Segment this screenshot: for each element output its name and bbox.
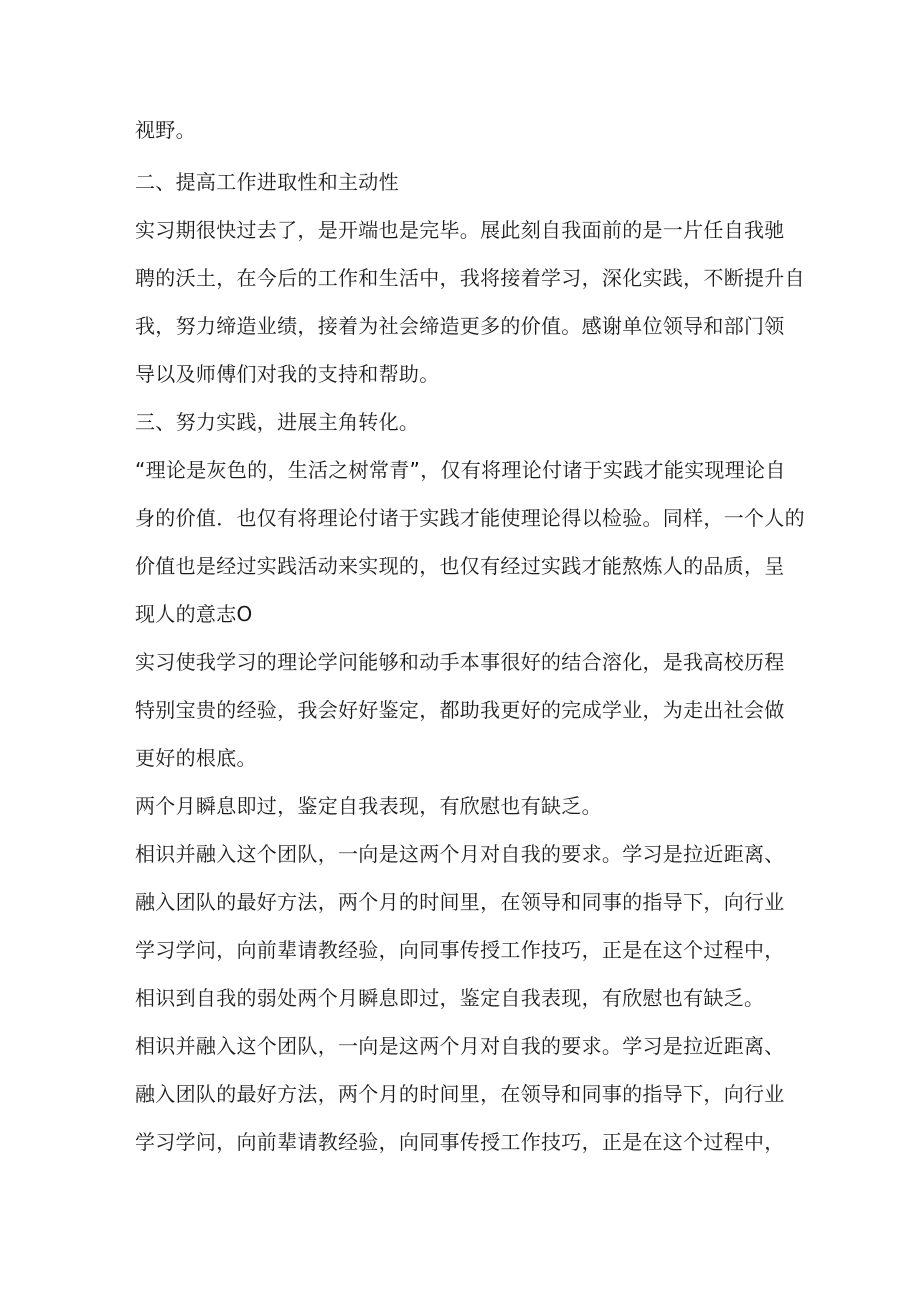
text-line: 特别宝贵的经验，我会好好鉴定，都助我更好的完成学业，为走出社会做 bbox=[135, 698, 785, 722]
text-line: 身的价值．也仅有将理论付诸于实践才能使理论得以检验。同样，一个人的 bbox=[135, 506, 805, 530]
text-line: 学习学问，向前辈请教经验，向同事传授工作技巧，正是在这个过程中， bbox=[135, 1130, 785, 1154]
text-line: 相识并融入这个团队，一向是这两个月对自我的要求。学习是拉近距离、 bbox=[135, 1034, 785, 1058]
text-line: 相识到自我的弱处两个月瞬息即过，鉴定自我表现，有欣慰也有缺乏。 bbox=[135, 986, 765, 1010]
section-heading: 三、努力实践，进展主角转化。 bbox=[135, 410, 420, 434]
text-line: 实习期很快过去了，是开端也是完毕。展此刻自我面前的是一片任自我驰 bbox=[135, 218, 785, 242]
text-line: 视野。 bbox=[135, 118, 196, 142]
text-line: “理论是灰色的，生活之树常青”，仅有将理论付诸于实践才能实现理论自 bbox=[135, 458, 786, 482]
text-line: 现人的意志O bbox=[135, 602, 253, 626]
text-line: 更好的根底。 bbox=[135, 746, 257, 770]
text-line: 两个月瞬息即过，鉴定自我表现，有欣慰也有缺乏。 bbox=[135, 794, 602, 818]
text-line: 学习学问，向前辈请教经验，向同事传授工作技巧，正是在这个过程中， bbox=[135, 938, 785, 962]
text-line: 我，努力缔造业绩，接着为社会缔造更多的价值。感谢单位领导和部门领 bbox=[135, 314, 785, 338]
text-line: 融入团队的最好方法，两个月的时间里，在领导和同事的指导下，向行业 bbox=[135, 890, 785, 914]
text-line: 聘的沃土，在今后的工作和生活中，我将接着学习，深化实践，不断提升自 bbox=[135, 266, 805, 290]
text-line: 相识并融入这个团队，一向是这两个月对自我的要求。学习是拉近距离、 bbox=[135, 842, 785, 866]
text-line: 导以及师傅们对我的支持和帮助。 bbox=[135, 362, 440, 386]
text-line: 价值也是经过实践活动来实现的，也仅有经过实践才能熬炼人的品质，呈 bbox=[135, 554, 785, 578]
text-line: 融入团队的最好方法，两个月的时间里，在领导和同事的指导下，向行业 bbox=[135, 1082, 785, 1106]
section-heading: 二、提高工作进取性和主动性 bbox=[135, 170, 399, 194]
text-line: 实习使我学习的理论学问能够和动手本事很好的结合溶化，是我高校历程 bbox=[135, 650, 785, 674]
